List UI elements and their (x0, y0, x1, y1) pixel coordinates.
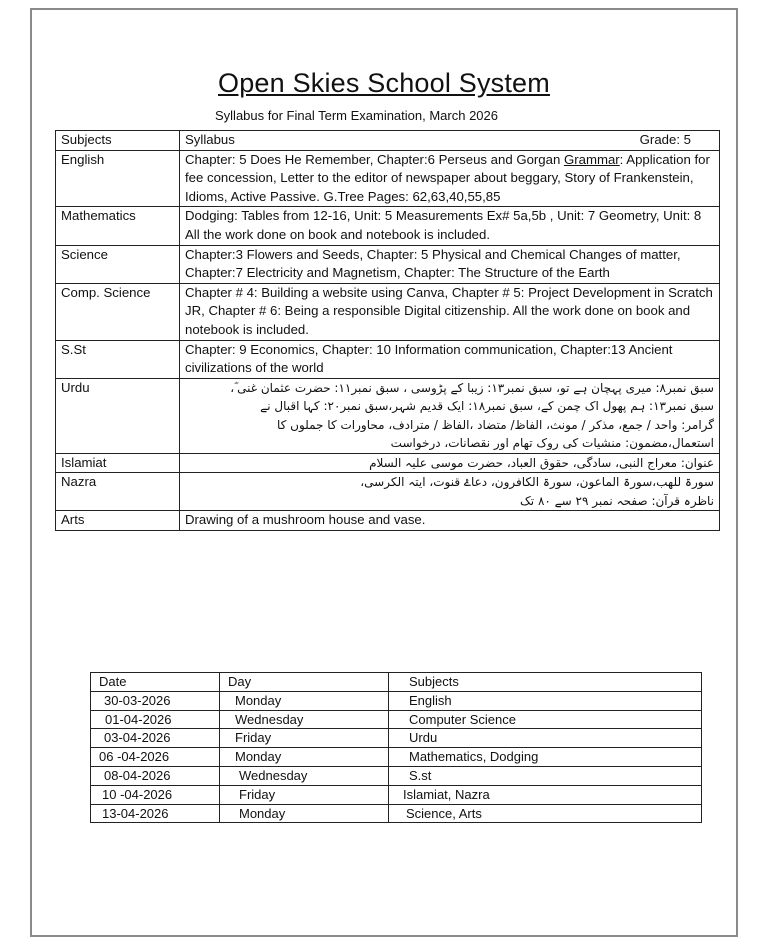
exam-day (220, 710, 389, 729)
nazra-line-1: سورۃ للھب،سورۃ الماعون، سورۃ الکافرون، دعاۓ قنوت، ایتہ الکرسی، (360, 475, 714, 490)
table-row (56, 150, 720, 207)
exam-day-text: Friday (239, 786, 276, 802)
table-row (56, 378, 720, 453)
exam-date (91, 710, 220, 729)
exam-day-text: Wednesday (235, 711, 304, 727)
table-row (56, 207, 720, 245)
urdu-line-2: سبق نمبر۱۳: ہم پھول اک چمن کے، سبق نمبر۱۸: ایک قدیم شہر،سبق نمبر۲۰: کہا اقبال نے (260, 399, 714, 414)
subject-urdu: Urdu (56, 378, 180, 453)
subject-arts: Arts (56, 511, 180, 531)
exam-header-day: Day (220, 673, 389, 692)
syllabus-urdu (180, 378, 720, 453)
exam-subjects (389, 804, 702, 823)
exam-subjects-text: S.st (409, 767, 432, 783)
header-grade: Grade: 5 (639, 132, 691, 147)
syllabus-english (180, 150, 720, 207)
english-grammar-label: Grammar (563, 151, 620, 167)
exam-day (220, 766, 389, 785)
syllabus-nazra (180, 473, 720, 511)
exam-header-row (91, 673, 702, 692)
mathematics-line-1: Dodging: Tables from 12-16, Unit: 5 Measurements Ex# 5a,5b , Unit: 7 Geometry, Unit: 8 (185, 208, 702, 224)
table-row (56, 473, 720, 511)
table-row (91, 766, 702, 785)
exam-date-text: 13-04-2026 (102, 805, 169, 821)
table-row (56, 283, 720, 340)
exam-date (91, 691, 220, 710)
header-syllabus (180, 131, 720, 151)
syllabus-table (55, 130, 720, 531)
exam-schedule-table (90, 672, 702, 823)
subject-nazra: Nazra (56, 473, 180, 511)
exam-subjects-text: English (409, 692, 452, 708)
urdu-line-3: گرامر: واحد / جمع، مذکر / مونث، الفاظ/ متضاد ،الفاظ / مترادف، محاورات کا جملوں کا (276, 417, 714, 432)
syllabus-mathematics (180, 207, 720, 245)
exam-day (220, 729, 389, 748)
table-row (56, 453, 720, 473)
exam-day-text: Monday (239, 805, 286, 821)
urdu-line-1: سبق نمبر۸: میری پہچان ہے تو، سبق نمبر۱۳: زیبا کے پڑوسی ، سبق نمبر۱۱: حضرت عثمان غنی ؓ، (230, 380, 714, 395)
exam-subjects (389, 766, 702, 785)
exam-day (220, 804, 389, 823)
exam-date (91, 729, 220, 748)
header-syllabus-label: Syllabus (185, 132, 235, 147)
exam-day-text: Monday (235, 692, 282, 708)
table-header-row (56, 131, 720, 151)
table-row (91, 729, 702, 748)
exam-subjects (389, 691, 702, 710)
exam-subjects (389, 729, 702, 748)
exam-day (220, 785, 389, 804)
exam-subjects-text: Science, Arts (406, 805, 482, 821)
exam-subjects (389, 710, 702, 729)
subject-mathematics: Mathematics (56, 207, 180, 245)
exam-date-text: 08-04-2026 (104, 767, 171, 783)
subject-english: English (56, 150, 180, 207)
exam-date (91, 748, 220, 767)
subject-science: Science (56, 245, 180, 283)
exam-subjects-text: Islamiat, Nazra (403, 786, 490, 802)
exam-date-text: 06 -04-2026 (99, 749, 170, 765)
exam-header-subjects (389, 673, 702, 692)
mathematics-line-2: All the work done on book and notebook is included. (185, 226, 490, 242)
exam-date-text: 10 -04-2026 (102, 786, 173, 802)
syllabus-sst: Chapter: 9 Economics, Chapter: 10 Information communication, Chapter:13 Ancient civilizations of the world (180, 340, 720, 378)
exam-date-text: 30-03-2026 (104, 692, 171, 708)
subject-comp-science: Comp. Science (56, 283, 180, 340)
english-text-2: : Application for fee concession, Letter to the editor of newspaper about beggary, Story of Frankenstein, Idioms, Active Passive. G.Tree Pages: 62,63,40,55,85 (185, 151, 710, 204)
syllabus-islamiat: عنوان: معراج النبی، سادگی، حقوق العباد، حضرت موسی علیہ السلام (180, 453, 720, 473)
table-row (91, 710, 702, 729)
syllabus-comp-science: Chapter # 4: Building a website using Canva, Chapter # 5: Project Development in Scratch JR, Chapter # 6: Being a responsible Digital citizenship. All the work done on book and notebook is included. (180, 283, 720, 340)
table-row (56, 340, 720, 378)
header-subjects: Subjects (56, 131, 180, 151)
page-subtitle: Syllabus for Final Term Examination, March 2026 (215, 108, 498, 123)
table-row (91, 785, 702, 804)
english-text-1: Chapter: 5 Does He Remember, Chapter:6 Perseus and Gorgan (185, 151, 564, 167)
exam-header-subjects-label: Subjects (409, 674, 459, 689)
exam-header-date: Date (91, 673, 220, 692)
exam-day (220, 691, 389, 710)
subject-islamiat: Islamiat (56, 453, 180, 473)
syllabus-science: Chapter:3 Flowers and Seeds, Chapter: 5 Physical and Chemical Changes of matter, Chapter:7 Electricity and Magnetism, Chapter: The Structure of the Earth (180, 245, 720, 283)
exam-subjects (389, 785, 702, 804)
exam-date-text: 01-04-2026 (105, 711, 172, 727)
exam-day-text: Friday (235, 730, 272, 746)
exam-date (91, 766, 220, 785)
nazra-line-2: ناظرہ قرآن: صفحہ نمبر ۲۹ سے ۸۰ تک (520, 493, 714, 508)
table-row (56, 245, 720, 283)
table-row (56, 511, 720, 531)
exam-date (91, 785, 220, 804)
table-row (91, 804, 702, 823)
syllabus-arts: Drawing of a mushroom house and vase. (180, 511, 720, 531)
exam-subjects (389, 748, 702, 767)
table-row (91, 691, 702, 710)
subject-sst: S.St (56, 340, 180, 378)
exam-day-text: Monday (235, 749, 282, 765)
exam-subjects-text: Urdu (409, 730, 438, 746)
exam-subjects-text: Mathematics, Dodging (409, 749, 539, 765)
urdu-line-4: استعمال،مضمون: منشیات کی روک تھام اور نقصانات، درخواست (390, 436, 714, 451)
exam-subjects-text: Computer Science (409, 711, 516, 727)
exam-date (91, 804, 220, 823)
exam-day-text: Wednesday (239, 767, 308, 783)
table-row (91, 748, 702, 767)
page-title: Open Skies School System (218, 68, 550, 98)
exam-day (220, 748, 389, 767)
exam-date-text: 03-04-2026 (104, 730, 171, 746)
